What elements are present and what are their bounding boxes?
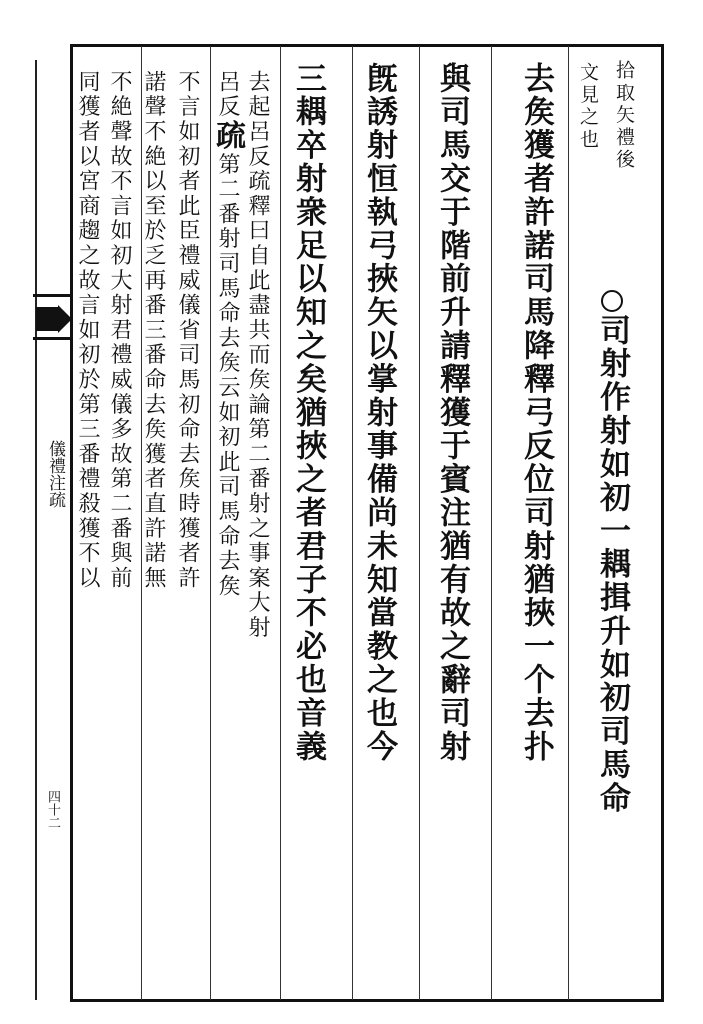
- note-line-2: 文見之也: [577, 62, 599, 151]
- section-circle-mark: [601, 290, 623, 312]
- book-title: 儀禮注疏: [45, 440, 65, 508]
- note-line-1: 拾取矢禮後: [613, 60, 635, 171]
- commentary-col-2: [210, 70, 245, 599]
- commentary-col-4: 諾聲不絶以至於乏再番三番命去矦獲者直許諾無: [141, 70, 166, 591]
- commentary-col-6: 同獲者以宮商趨之故言如初於第三番禮殺獲不以: [75, 70, 100, 591]
- fish-tail-mark: [33, 294, 73, 340]
- main-text-col-5: 三耦卒射衆足以知之矣猶挾之者君子不必也音義: [290, 62, 326, 764]
- main-text-col-1-text: 司射作射如初一耦揖升如初司馬命: [594, 314, 630, 815]
- column-rule: [491, 46, 492, 1000]
- main-text-col-2: 去矦獲者許諾司馬降釋弓反位司射猶挾一个去扑: [518, 62, 554, 764]
- page-number: 四十二: [45, 790, 60, 829]
- shu-marker: 疏: [210, 119, 245, 153]
- column-rule: [568, 46, 569, 1000]
- column-rule: [352, 46, 353, 1000]
- column-rule: [419, 46, 420, 1000]
- margin-rule: [35, 60, 37, 1000]
- column-rule: [210, 46, 211, 1000]
- main-text-col-1: [594, 288, 630, 815]
- commentary-col-2-text: 第二番射司馬命去矦云如初此司馬命去矦: [215, 152, 240, 599]
- commentary-col-1: 去起呂反疏釋曰自此盡共而矦論第二番射之事案大射: [245, 70, 270, 641]
- main-text-col-3: 與司馬交于階前升請釋獲于賓注猶有故之辭司射: [434, 62, 470, 764]
- commentary-col-3: 不言如初者此臣禮威儀省司馬初命去矦時獲者許: [175, 70, 200, 591]
- column-rule: [280, 46, 281, 1000]
- fish-tail-wedge: [58, 305, 72, 333]
- commentary-col-5: 不絶聲故不言如初大射君禮威儀多故第二番與前: [107, 70, 132, 591]
- fish-tail-block: [36, 307, 58, 331]
- main-text-col-4: 旣誘射恒執弓挾矢以掌射事備尚未知當教之也今: [361, 62, 397, 764]
- commentary-col-2-prefix: 呂反: [215, 70, 240, 120]
